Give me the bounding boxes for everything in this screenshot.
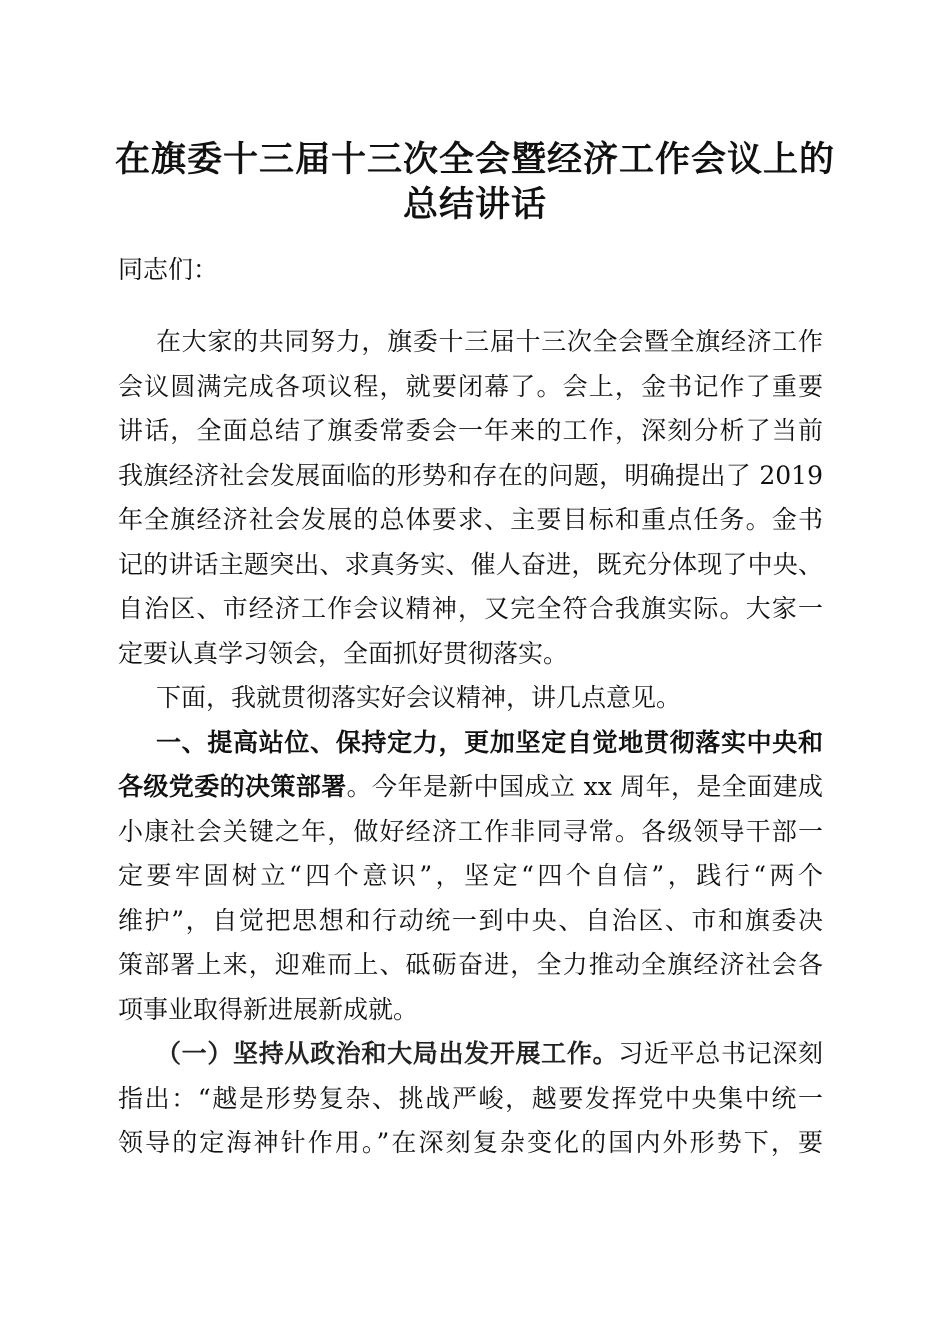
text-line — [118, 587, 823, 632]
text-line — [118, 365, 823, 410]
text-line — [118, 988, 823, 1033]
text-line — [118, 721, 823, 766]
body-text: 习近平总书记深刻 — [618, 1039, 823, 1068]
body-text: 定要牢固树立“四个意识”，坚定“四个自信”，践行“两个 — [118, 861, 823, 890]
body-text: 领导的定海神针作用。”在深刻复杂变化的国内外形势下，要 — [118, 1128, 823, 1157]
document-body — [118, 320, 823, 1166]
document-title-line-1: 在旗委十三届十三次全会暨经济工作会议上的 — [114, 139, 835, 180]
document-title-line-2: 总结讲话 — [402, 184, 547, 225]
text-line — [118, 1121, 823, 1166]
body-text: 维护”，自觉把思想和行动统一到中央、自治区、市和旗委决 — [118, 905, 823, 935]
text-line — [118, 810, 823, 855]
body-text: 记的讲话主题突出、求真务实、催人奋进，既充分体现了中央、 — [118, 549, 823, 579]
text-line — [118, 1032, 823, 1077]
bold-heading-text: 各级党委的决策部署 — [118, 772, 347, 801]
bold-heading-text: 一、提高站位、保持定力，更加坚定自觉地贯彻落实中央和 — [156, 727, 823, 757]
body-text: 定要认真学习领会，全面抓好贯彻落实。 — [118, 638, 569, 668]
body-text: 我旗经济社会发展面临的形势和存在的问题，明确提出了 2019 — [118, 460, 823, 490]
text-line — [118, 1077, 823, 1122]
text-line — [118, 765, 823, 810]
text-line — [118, 543, 823, 588]
text-line — [118, 320, 823, 365]
text-line — [118, 454, 823, 499]
text-line — [118, 409, 823, 454]
text-line — [118, 899, 823, 944]
body-text: 策部署上来，迎难而上、砥砺奋进，全力推动全旗经济社会各 — [118, 950, 823, 979]
text-line — [118, 632, 823, 677]
body-text: 自治区、市经济工作会议精神，又完全符合我旗实际。大家一 — [118, 594, 823, 623]
body-text: 项事业取得新进展新成就。 — [118, 994, 419, 1024]
body-text: 会议圆满完成各项议程，就要闭幕了。会上，金书记作了重要 — [118, 371, 823, 401]
body-text: 下面，我就贯彻落实好会议精神，讲几点意见。 — [156, 683, 682, 712]
text-line — [118, 854, 823, 899]
text-line — [118, 498, 823, 543]
text-line — [118, 676, 823, 721]
salutation: 同志们： — [118, 255, 219, 284]
body-text: 年全旗经济社会发展的总体要求、主要目标和重点任务。金书 — [118, 505, 823, 534]
subheading-text: （一）坚持从政治和大局出发开展工作。 — [156, 1039, 619, 1068]
body-text: 在大家的共同努力，旗委十三届十三次全会暨全旗经济工作 — [156, 327, 823, 356]
body-text: 。今年是新中国成立 xx 周年，是全面建成 — [346, 772, 823, 801]
body-text: 指出：“越是形势复杂、挑战严峻，越要发挥党中央集中统一 — [118, 1083, 823, 1113]
body-text: 讲话，全面总结了旗委常委会一年来的工作，深刻分析了当前 — [118, 416, 823, 445]
text-line — [118, 943, 823, 988]
body-text: 小康社会关键之年，做好经济工作非同寻常。各级领导干部一 — [118, 816, 823, 846]
